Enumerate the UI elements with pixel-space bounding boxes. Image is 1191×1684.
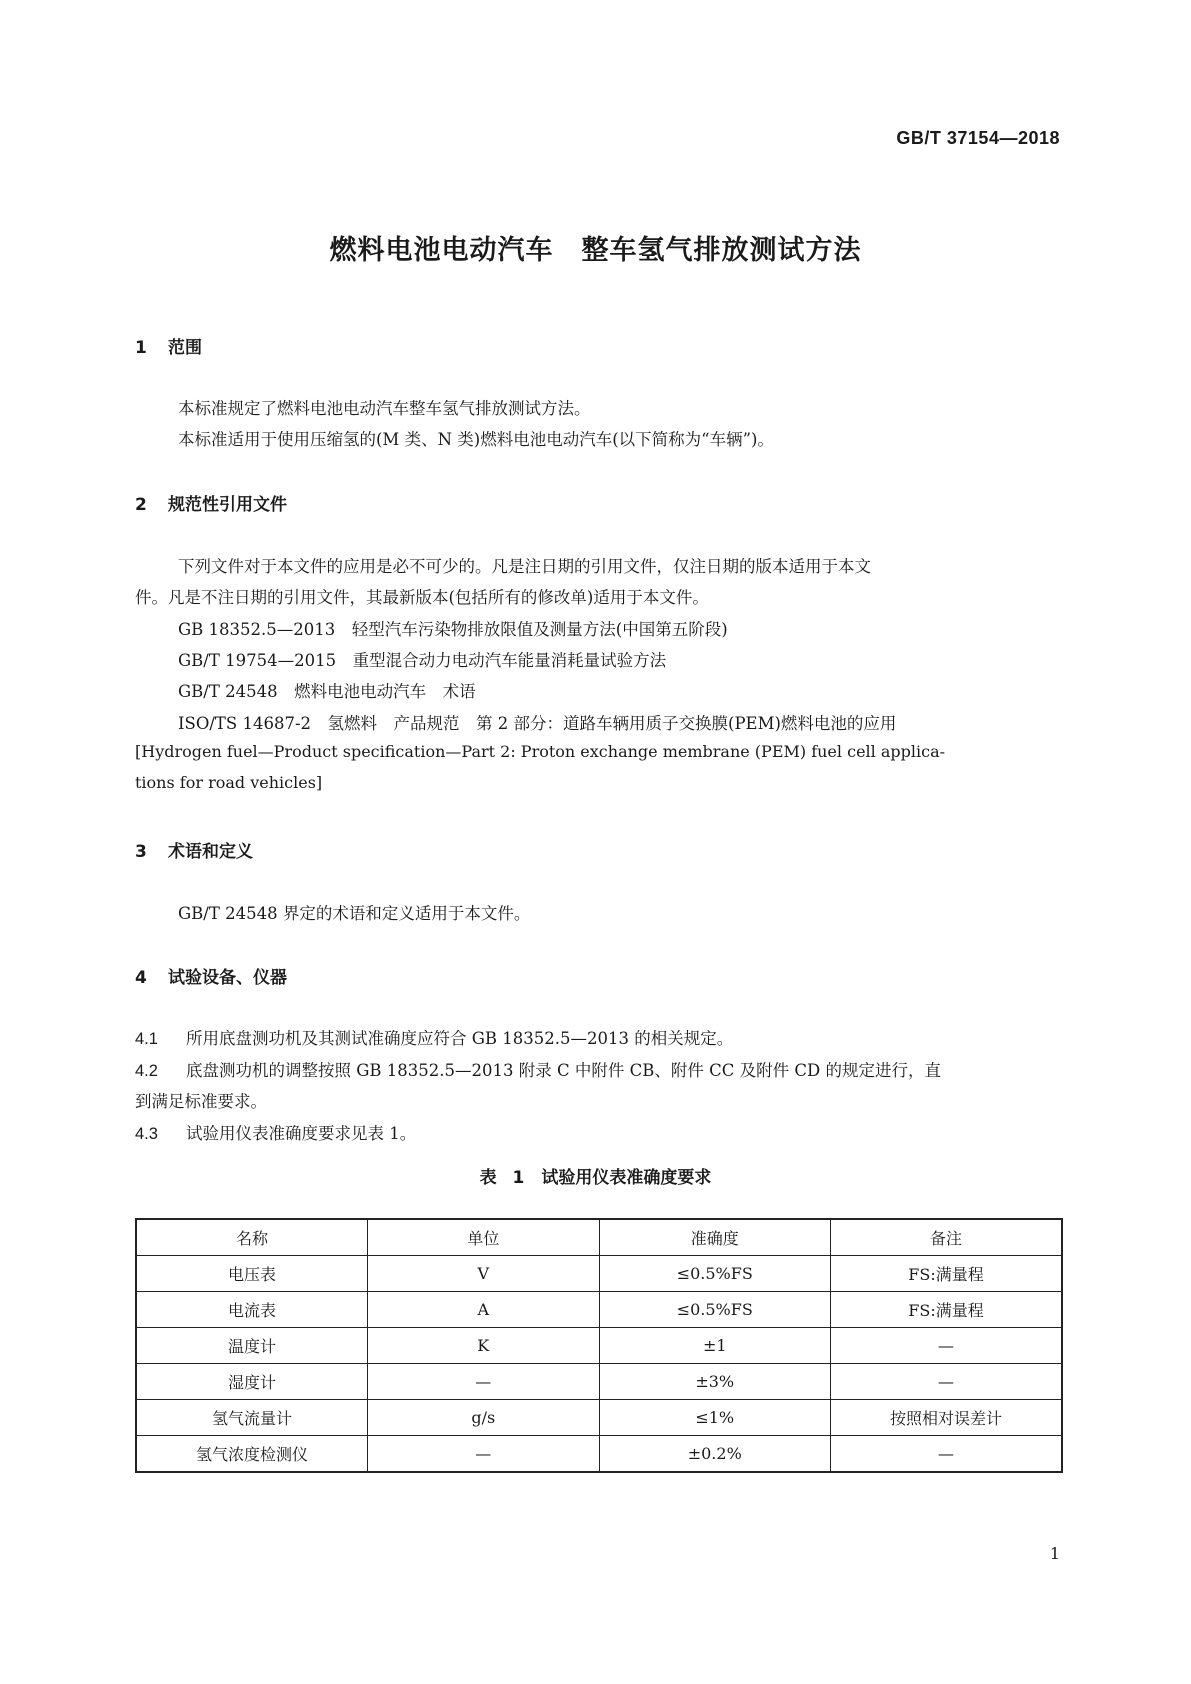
page-number: 1 (1049, 1544, 1060, 1563)
section-4-heading (135, 963, 287, 988)
table-cell: 氢气流量计 (136, 1400, 368, 1436)
reference-item: GB/T 24548 燃料电池电动汽车 术语 (178, 682, 476, 701)
table-cell: 温度计 (136, 1328, 368, 1364)
table-cell: ±0.2% (599, 1436, 831, 1473)
table-row (136, 1400, 1062, 1436)
document-title: 燃料电池电动汽车 整车氢气排放测试方法 (329, 235, 862, 266)
table-cell: FS:满量程 (831, 1292, 1063, 1328)
table-row (136, 1292, 1062, 1328)
reference-item: ISO/TS 14687-2 氢燃料 产品规范 第 2 部分：道路车辆用质子交换膜(PEM)燃料电池的应用 (178, 714, 897, 733)
section-3-paragraph: GB/T 24548 界定的术语和定义适用于本文件。 (178, 904, 531, 923)
section-title: 术语和定义 (168, 842, 253, 862)
table-caption: 表 1 试验用仪表准确度要求 (479, 1168, 712, 1188)
table-row (136, 1364, 1062, 1400)
table-cell: — (831, 1328, 1063, 1364)
table-cell: V (368, 1256, 600, 1292)
section-number: 3 (135, 842, 147, 862)
section-title: 范围 (168, 338, 202, 358)
section-2-intro-line-2: 件。凡是不注日期的引用文件，其最新版本(包括所有的修改单)适用于本文件。 (135, 588, 709, 607)
clause-4-2-continued: 到满足标准要求。 (135, 1092, 267, 1111)
table-header-cell: 备注 (831, 1219, 1063, 1256)
clause-text: 试验用仪表准确度要求见表 1。 (186, 1124, 417, 1143)
table-cell: 湿度计 (136, 1364, 368, 1400)
clause-number: 4.3 (135, 1125, 158, 1143)
table-cell: 电压表 (136, 1256, 368, 1292)
section-number: 1 (135, 338, 147, 358)
table-row (136, 1436, 1062, 1473)
section-1-paragraph-2: 本标准适用于使用压缩氢的(M 类、N 类)燃料电池电动汽车(以下简称为“车辆”)。 (178, 430, 774, 449)
table-cell: g/s (368, 1400, 600, 1436)
section-2-intro-line-1: 下列文件对于本文件的应用是必不可少的。凡是注日期的引用文件，仅注日期的版本适用于本文 (178, 557, 871, 576)
table-header-cell: 单位 (368, 1219, 600, 1256)
reference-item: GB 18352.5—2013 轻型汽车污染物排放限值及测量方法(中国第五阶段) (178, 620, 728, 639)
table-cell: ≤1% (599, 1400, 831, 1436)
section-1-heading (135, 333, 202, 358)
table-cell: — (368, 1364, 600, 1400)
table-cell: 按照相对误差计 (831, 1400, 1063, 1436)
reference-item: GB/T 19754—2015 重型混合动力电动汽车能量消耗量试验方法 (178, 651, 667, 670)
table-cell: 氢气浓度检测仪 (136, 1436, 368, 1473)
reference-english-line-2: tions for road vehicles] (135, 773, 323, 792)
section-title: 规范性引用文件 (168, 495, 287, 515)
table-cell: K (368, 1328, 600, 1364)
clause-4-1 (135, 1025, 733, 1049)
table-header-cell: 准确度 (599, 1219, 831, 1256)
clause-text: 所用底盘测功机及其测试准确度应符合 GB 18352.5—2013 的相关规定。 (186, 1029, 734, 1048)
table-cell: A (368, 1292, 600, 1328)
clause-text: 底盘测功机的调整按照 GB 18352.5—2013 附录 C 中附件 CB、附件 CC 及附件 CD 的规定进行，直 (186, 1061, 941, 1080)
section-1-paragraph-1: 本标准规定了燃料电池电动汽车整车氢气排放测试方法。 (178, 399, 591, 418)
accuracy-table (135, 1218, 1063, 1473)
section-title: 试验设备、仪器 (168, 968, 287, 988)
table-cell: 电流表 (136, 1292, 368, 1328)
table-cell: ≤0.5%FS (599, 1256, 831, 1292)
table-cell: ±3% (599, 1364, 831, 1400)
table-cell: ±1 (599, 1328, 831, 1364)
table-header-row (136, 1219, 1062, 1256)
standard-code: GB/T 37154—2018 (896, 128, 1060, 148)
section-number: 4 (135, 968, 147, 988)
section-3-heading (135, 837, 253, 862)
table-row (136, 1256, 1062, 1292)
clause-number: 4.1 (135, 1030, 158, 1048)
clause-4-3 (135, 1120, 416, 1144)
table-cell: — (368, 1436, 600, 1473)
table-row (136, 1328, 1062, 1364)
clause-4-2 (135, 1057, 941, 1081)
table-cell: — (831, 1436, 1063, 1473)
section-number: 2 (135, 495, 147, 515)
clause-number: 4.2 (135, 1062, 158, 1080)
section-2-heading (135, 490, 287, 515)
table-cell: ≤0.5%FS (599, 1292, 831, 1328)
table-cell: — (831, 1364, 1063, 1400)
table-header-cell: 名称 (136, 1219, 368, 1256)
table-cell: FS:满量程 (831, 1256, 1063, 1292)
reference-english-line-1: [Hydrogen fuel—Product specification—Part 2: Proton exchange membrane (PEM) fuel cell applica- (135, 742, 946, 761)
